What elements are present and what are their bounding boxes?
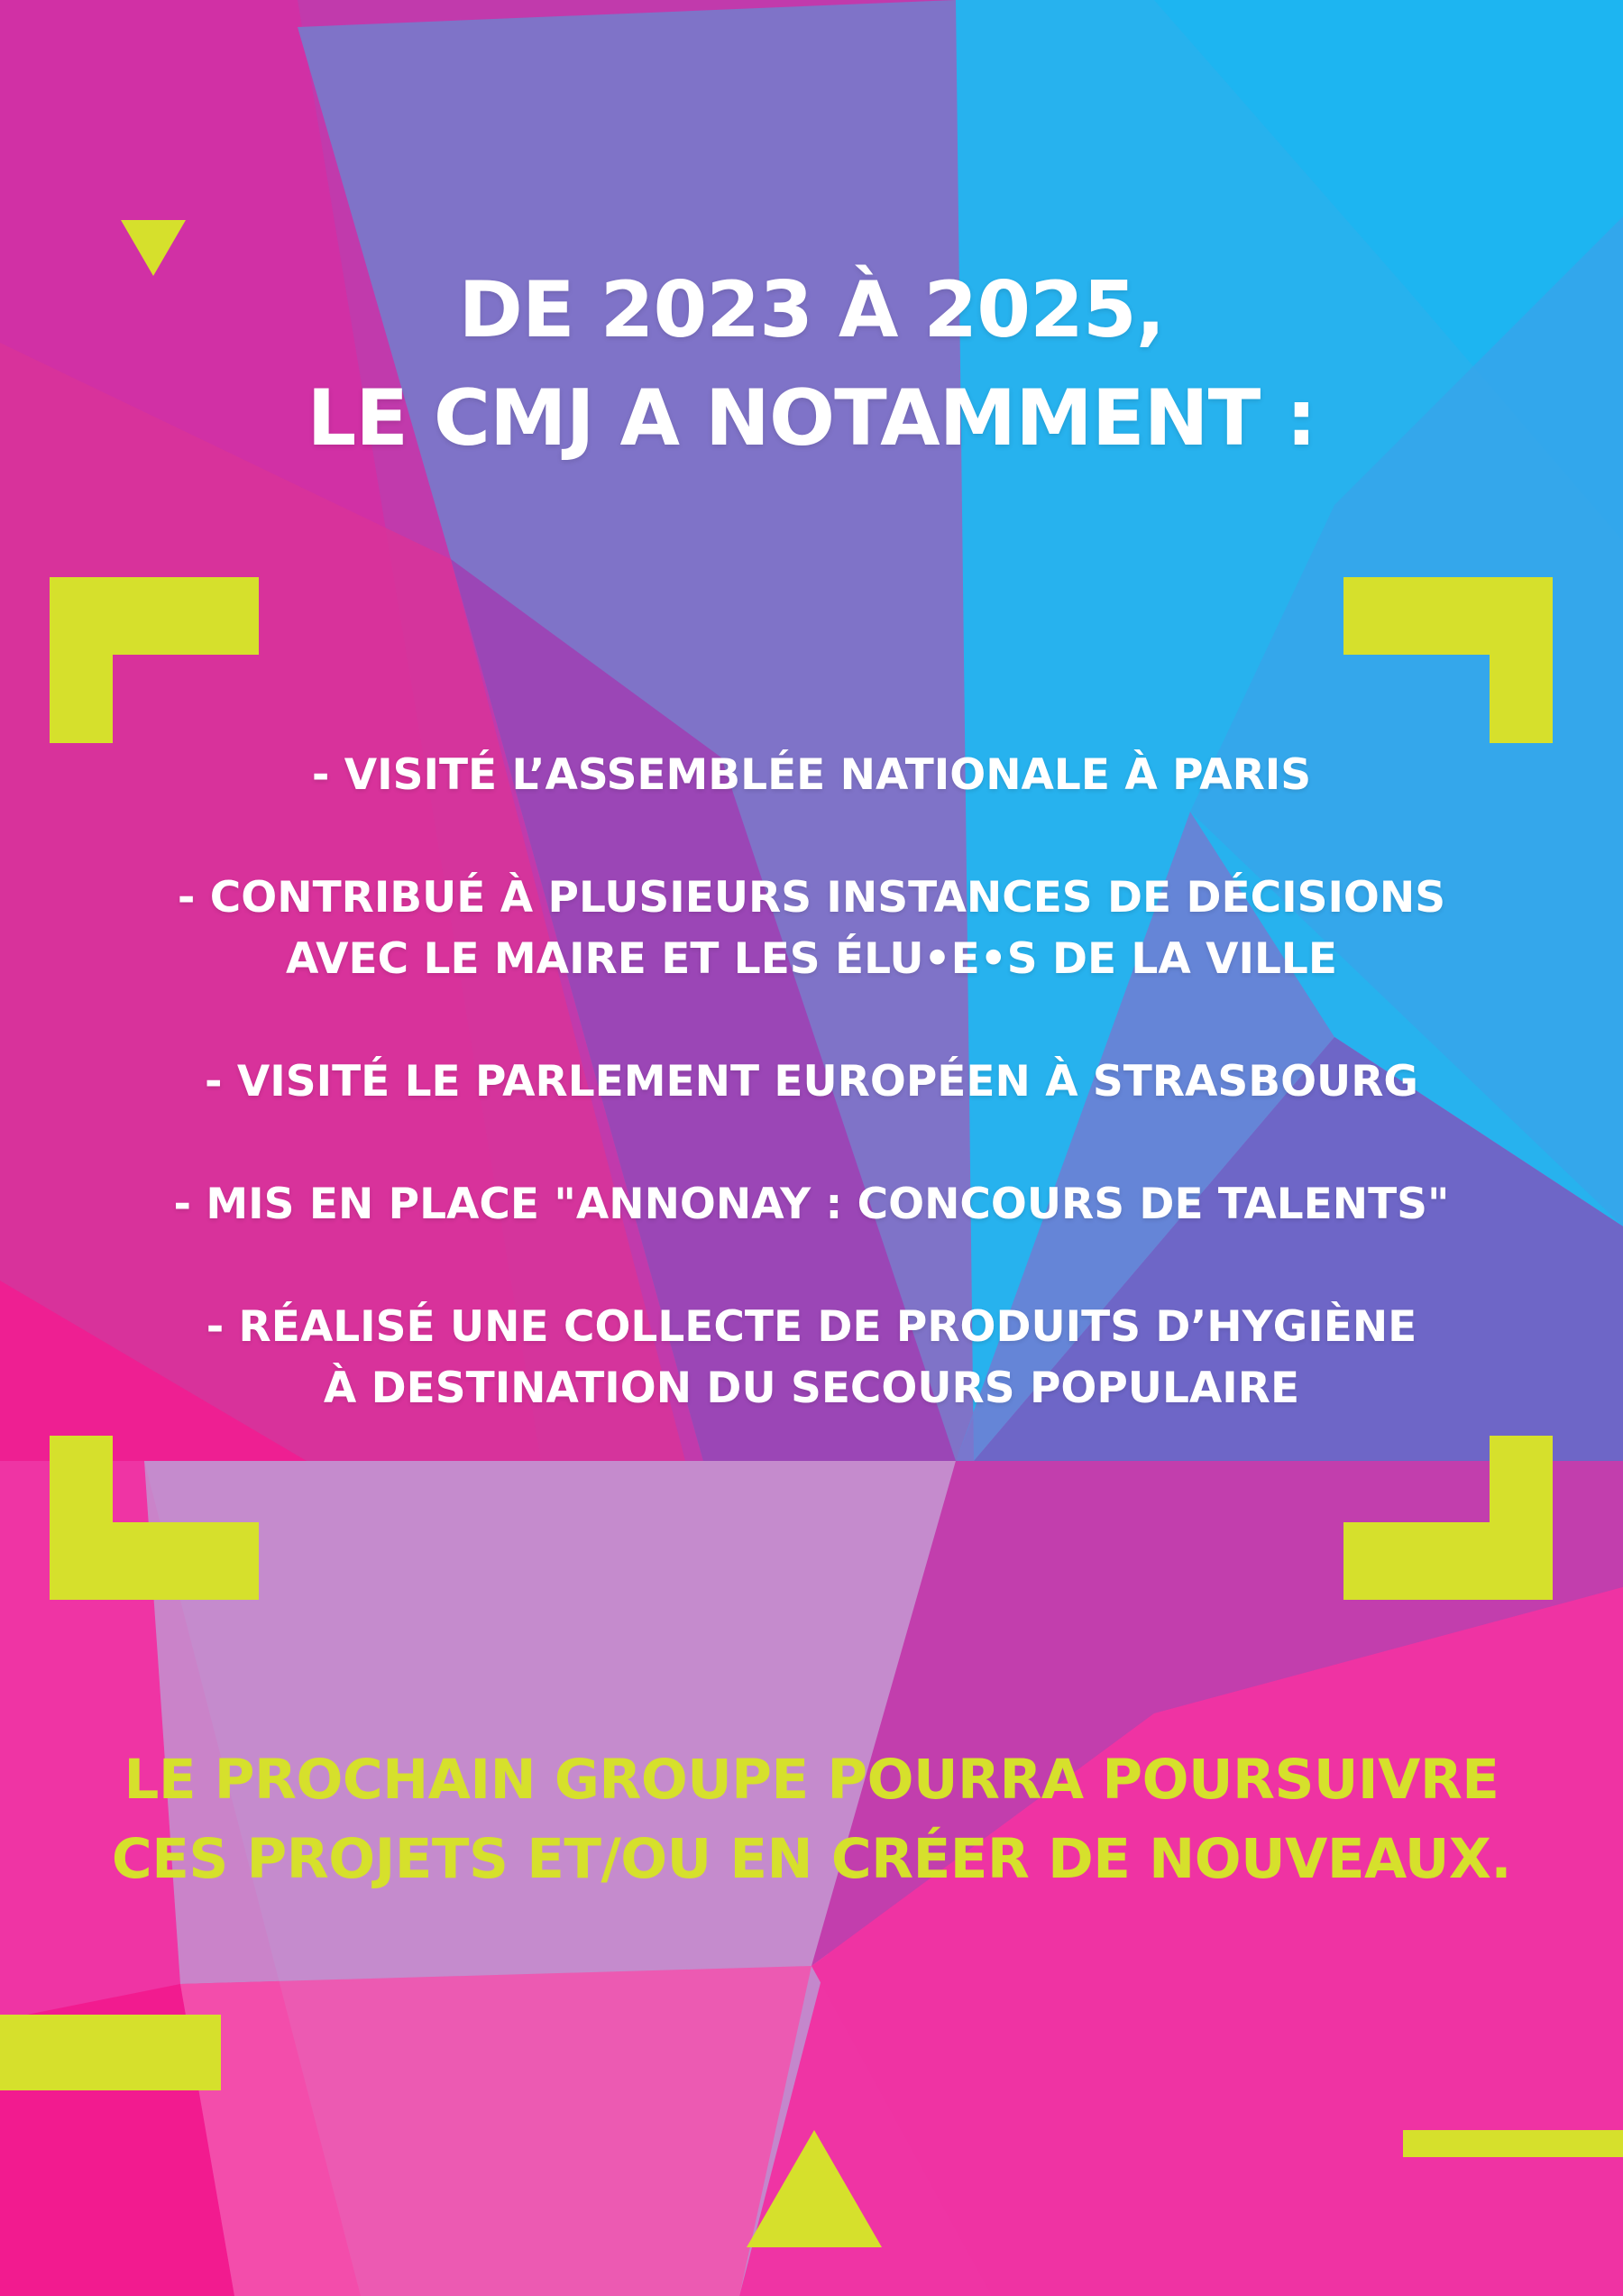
list-item-line: - VISITÉ LE PARLEMENT EUROPÉEN À STRASBOURG bbox=[205, 1057, 1418, 1107]
closing-line-2: CES PROJETS ET/OU EN CRÉER DE NOUVEAUX. bbox=[111, 1827, 1512, 1891]
corner-bracket-top-left-icon bbox=[50, 577, 259, 743]
page-title bbox=[0, 256, 1623, 473]
list-item bbox=[0, 868, 1623, 990]
title-line-2: LE CMJ A NOTAMMENT : bbox=[307, 373, 1316, 464]
closing-line-1: LE PROCHAIN GROUPE POURRA POURSUIVRE bbox=[124, 1748, 1499, 1812]
triangle-up-icon bbox=[747, 2130, 882, 2247]
list-item bbox=[0, 1052, 1623, 1113]
yellow-bar-right bbox=[1403, 2130, 1623, 2157]
achievements-list bbox=[0, 745, 1623, 1481]
closing-statement bbox=[0, 1740, 1623, 1899]
list-item bbox=[0, 1297, 1623, 1419]
list-item bbox=[0, 745, 1623, 806]
corner-bracket-top-right-icon bbox=[1343, 577, 1553, 743]
title-line-1: DE 2023 À 2025, bbox=[458, 265, 1165, 355]
list-item-line: - VISITÉ L’ASSEMBLÉE NATIONALE À PARIS bbox=[311, 750, 1312, 800]
list-item bbox=[0, 1174, 1623, 1235]
list-item-line: À DESTINATION DU SECOURS POPULAIRE bbox=[323, 1364, 1300, 1413]
list-item-line: - RÉALISÉ UNE COLLECTE DE PRODUITS D’HYGIÈNE bbox=[206, 1302, 1417, 1352]
list-item-line: - MIS EN PLACE "ANNONAY : CONCOURS DE TALENTS" bbox=[173, 1180, 1450, 1229]
list-item-line: AVEC LE MAIRE ET LES ÉLU•E•S DE LA VILLE bbox=[285, 934, 1337, 984]
yellow-bar-left bbox=[0, 2015, 221, 2090]
list-item-line: - CONTRIBUÉ À PLUSIEURS INSTANCES DE DÉCISIONS bbox=[177, 873, 1446, 923]
